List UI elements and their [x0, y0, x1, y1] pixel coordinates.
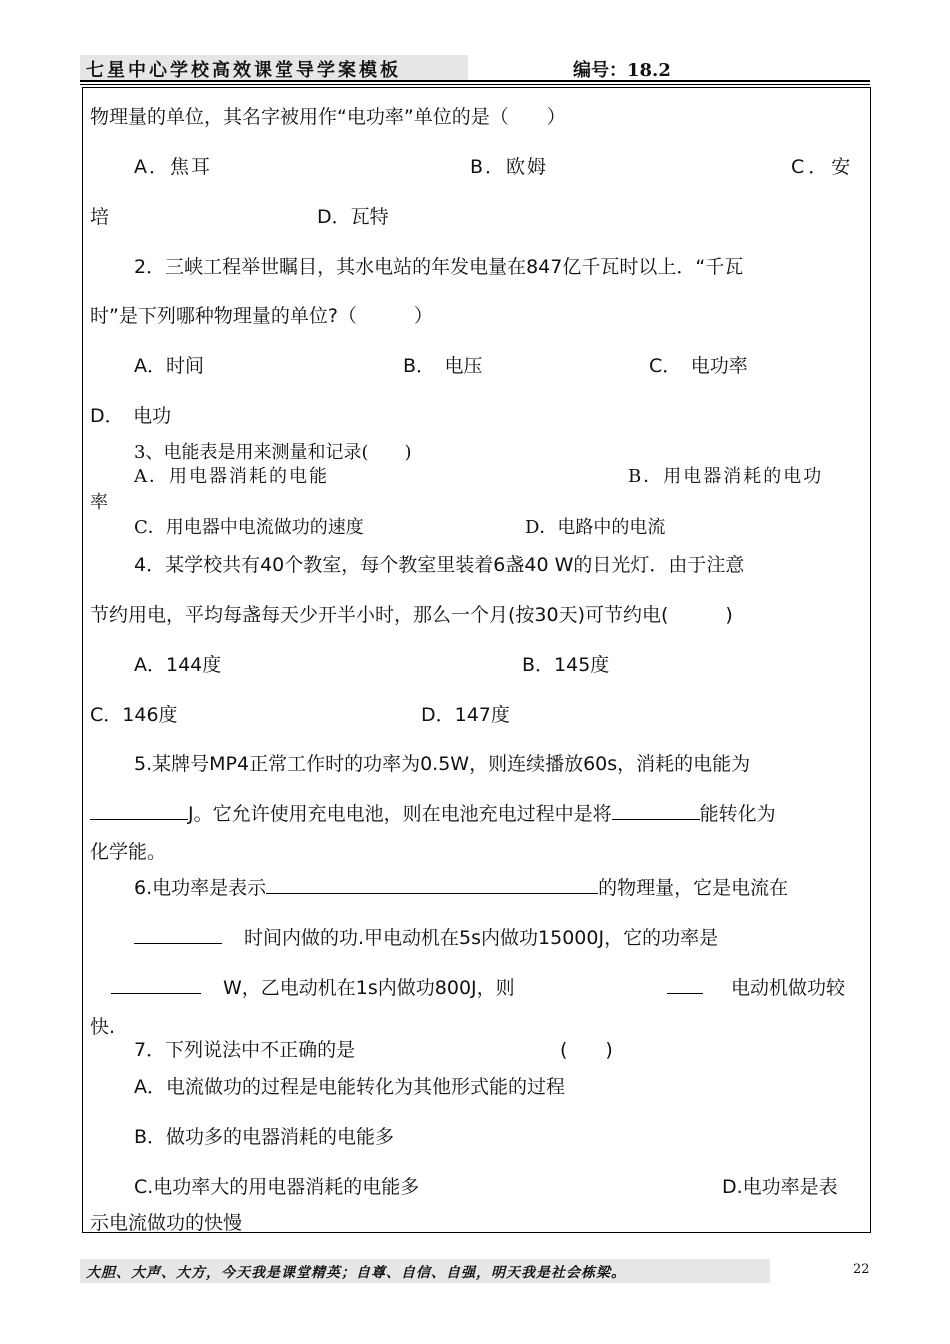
q4-stem-line2: 节约用电，平均每盏每天少开半小时，那么一个月(按30天)可节约电( ) — [90, 604, 733, 626]
q7-stem: 7．下列说法中不正确的是 — [134, 1039, 356, 1061]
q6-line3-end: 电动机做功较 — [731, 977, 846, 999]
q4-option-c: C．146度 — [90, 704, 178, 726]
q5-line2-end: 能转化为 — [699, 803, 776, 825]
q7-option-d-wrap: 示电流做功的快慢 — [90, 1212, 243, 1234]
q5-blank-energy-form[interactable] — [612, 801, 700, 820]
q6-line1-end: 的物理量，它是电流在 — [598, 877, 789, 899]
q5-line2-text: J。它允许使用充电电池，则在电池充电过程中是将 — [188, 803, 612, 825]
q1-option-c-wrap: 培 — [90, 206, 110, 228]
q1-option-b: B．欧姆 — [470, 156, 549, 178]
q6-blank-motor[interactable] — [667, 975, 703, 994]
q2-stem-line1: 2．三峡工程举世瞩目，其水电站的年发电量在847亿千瓦时以上．“千瓦 — [134, 256, 744, 278]
q2-stem-line2: 时”是下列哪种物理量的单位?（ ） — [90, 305, 433, 327]
q5-line1: 5.某牌号MP4正常工作时的功率为0.5W，则连续播放60s，消耗的电能为 — [134, 753, 751, 775]
q2-option-c: C． 电功率 — [649, 355, 748, 377]
q6-blank-power[interactable] — [111, 975, 201, 994]
q6-blank-meaning[interactable] — [266, 875, 598, 894]
q3-stem: 3、电能表是用来测量和记录( ) — [134, 442, 412, 463]
q2-option-d: D． 电功 — [90, 405, 172, 427]
q1-option-d: D．瓦特 — [317, 206, 389, 228]
q6-line3-text: W，乙电动机在1s内做功800J，则 — [223, 977, 515, 999]
q1-option-a: A．焦耳 — [134, 156, 212, 178]
header-number: 编号：18.2 — [573, 60, 671, 81]
q4-option-d: D．147度 — [421, 704, 510, 726]
q3-option-b: B．用电器消耗的电功 — [628, 466, 824, 487]
q7-option-b: B．做功多的电器消耗的电能多 — [134, 1126, 395, 1148]
q4-option-b: B．145度 — [522, 654, 610, 676]
header-title: 七星中心学校高效课堂导学案模板 — [86, 60, 401, 81]
q3-option-d: D．电路中的电流 — [525, 517, 666, 538]
q7-option-c: C.电功率大的用电器消耗的电能多 — [134, 1176, 420, 1198]
q3-option-a: A．用电器消耗的电能 — [134, 466, 329, 487]
q2-option-a: A．时间 — [134, 355, 204, 377]
q4-stem-line1: 4．某学校共有40个教室，每个教室里装着6盏40 W的日光灯．由于注意 — [134, 554, 745, 576]
q3-option-c: C．用电器中电流做功的速度 — [134, 517, 364, 538]
q3-option-b-wrap: 率 — [90, 492, 108, 513]
q1-stem: 物理量的单位，其名字被用作“电功率”单位的是（ ） — [90, 106, 566, 128]
header-rule-thin — [80, 84, 870, 85]
q6-line1-start: 6.电功率是表示 — [134, 877, 267, 899]
q4-option-a: A．144度 — [134, 654, 222, 676]
q5-blank-energy[interactable] — [90, 801, 188, 820]
footer-motto: 大胆、大声、大方，今天我是课堂精英；自尊、自信、自强，明天我是社会栋梁。 — [86, 1265, 626, 1281]
q6-blank-time[interactable] — [134, 925, 222, 944]
q6-line2-text: 时间内做的功.甲电动机在5s内做功15000J，它的功率是 — [244, 927, 719, 949]
q7-option-d: D.电功率是表 — [722, 1176, 838, 1198]
q7-answer-paren: ( ) — [560, 1039, 613, 1061]
header-rule — [80, 80, 870, 82]
page-number: 22 — [853, 1262, 870, 1277]
q7-option-a: A．电流做功的过程是电能转化为其他形式能的过程 — [134, 1076, 565, 1098]
q2-option-b: B． 电压 — [403, 355, 483, 377]
q5-line3: 化学能。 — [90, 841, 167, 863]
q1-option-c: C．安 — [791, 156, 855, 178]
q6-line4: 快. — [90, 1016, 116, 1038]
